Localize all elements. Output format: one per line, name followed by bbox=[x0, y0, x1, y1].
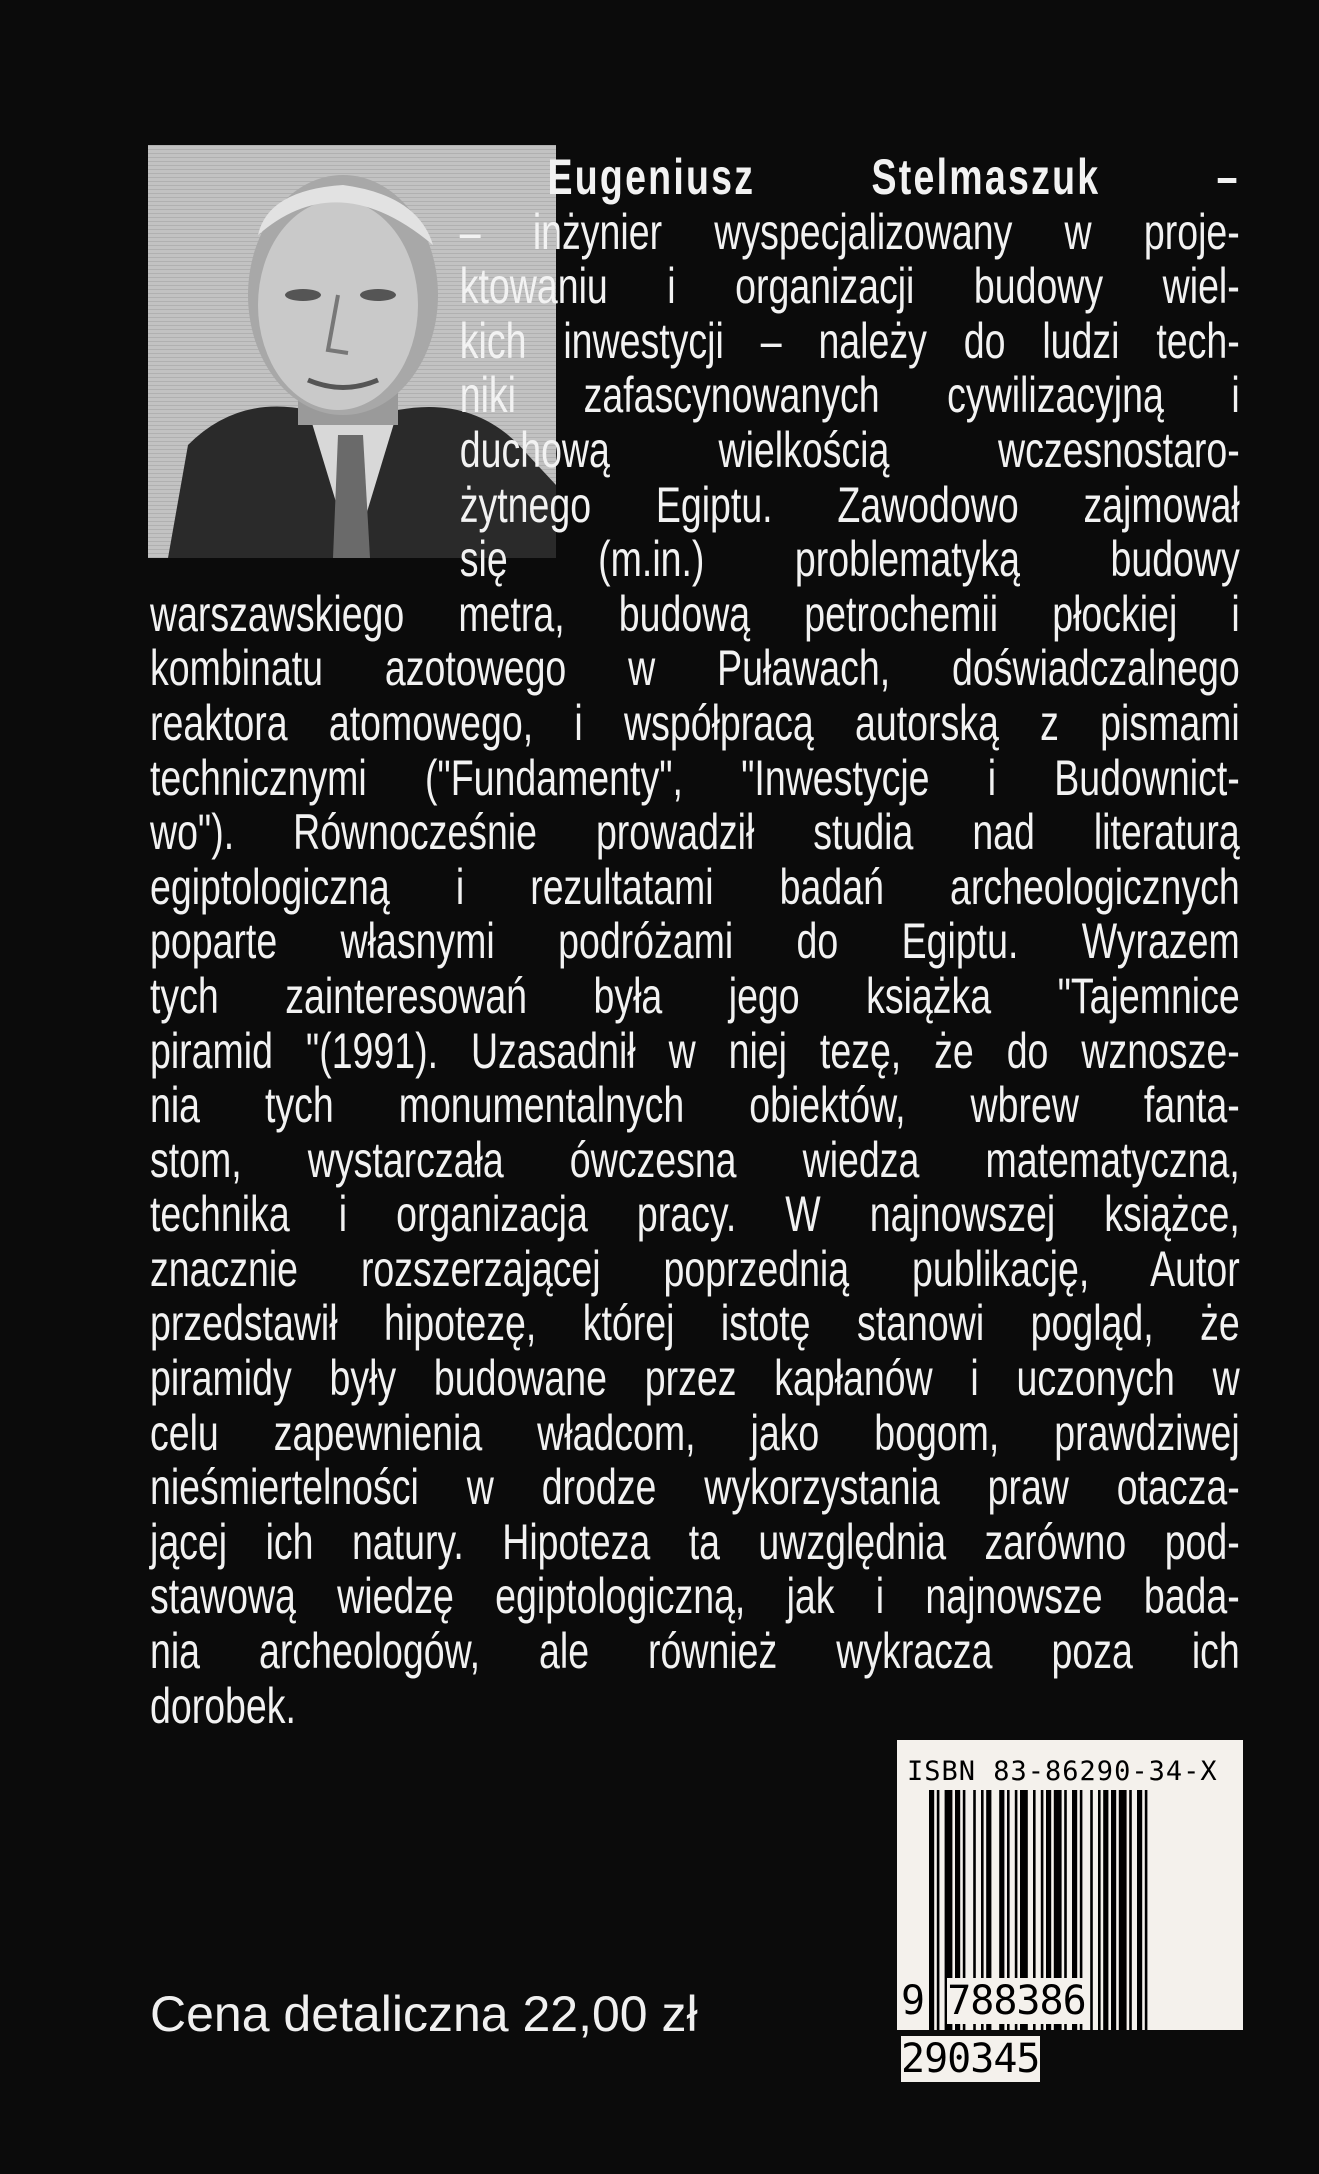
bio-line: nieśmiertelności w drodze wykorzystania praw otacza- bbox=[150, 1459, 1240, 1516]
bio-line: wo"). Równocześnie prowadził studia nad literaturą bbox=[150, 804, 1240, 861]
bio-line: duchową wielkością wczesnostaro- bbox=[459, 421, 1240, 478]
bio-line: technika i organizacja pracy. W najnowszej książce, bbox=[150, 1186, 1240, 1243]
bio-line: piramidy były budowane przez kapłanów i uczonych w bbox=[150, 1350, 1240, 1407]
bio-line: się (m.in.) problematyką budowy bbox=[459, 531, 1240, 588]
bio-line: warszawskiego metra, budową petrochemii płockiej i bbox=[150, 585, 1240, 642]
bio-line: jącej ich natury. Hipoteza ta uwzględnia zarówno pod- bbox=[150, 1513, 1240, 1570]
bio-line: – inżynier wyspecjalizowany w proje- bbox=[459, 203, 1240, 260]
ean-left-group: 788386 bbox=[947, 1978, 1086, 2024]
isbn-number: ISBN 83-86290-34-X bbox=[907, 1756, 1218, 1787]
author-name: Eugeniusz Stelmaszuk – bbox=[547, 149, 1240, 205]
bio-line: piramid "(1991). Uzasadnił w niej tezę, że do wznosze- bbox=[150, 1022, 1240, 1079]
bio-line: ktowaniu i organizacji budowy wiel- bbox=[459, 258, 1240, 315]
bio-line: stawową wiedzę egiptologiczną, jak i najnowsze bada- bbox=[150, 1568, 1240, 1625]
bio-line: nia tych monumentalnych obiektów, wbrew fanta- bbox=[150, 1077, 1240, 1134]
ean-right-group: 290345 bbox=[901, 2036, 1040, 2082]
bio-line: tych zainteresowań była jego książka "Tajemnice bbox=[150, 967, 1240, 1024]
bio-line: stom, wystarczała ówczesna wiedza matematyczna, bbox=[150, 1131, 1240, 1188]
bio-line: przedstawił hipotezę, której istotę stanowi pogląd, że bbox=[150, 1295, 1240, 1352]
isbn-barcode bbox=[897, 1740, 1243, 2082]
author-bio bbox=[150, 150, 1240, 1733]
bio-line: technicznymi ("Fundamenty", "Inwestycje i Budownict- bbox=[150, 749, 1240, 806]
bio-line: egiptologiczną i rezultatami badań archeologicznych bbox=[150, 858, 1240, 915]
bio-text bbox=[150, 205, 1240, 1734]
bio-line: celu zapewnienia władcom, jako bogom, prawdziwej bbox=[150, 1404, 1240, 1461]
bio-line: kich inwestycji – należy do ludzi tech- bbox=[459, 312, 1240, 369]
bio-line: kombinatu azotowego w Puławach, doświadczalnego bbox=[150, 640, 1240, 697]
bio-line: niki zafascynowanych cywilizacyjną i bbox=[459, 367, 1240, 424]
bio-line: poparte własnymi podróżami do Egiptu. Wyrazem bbox=[150, 913, 1240, 970]
bio-line: znacznie rozszerzającej poprzednią publikację, Autor bbox=[150, 1240, 1240, 1297]
ean-first-digit: 9 bbox=[901, 1978, 925, 2024]
bio-line: nia archeologów, ale również wykracza poza ich bbox=[150, 1623, 1240, 1680]
ean-digits bbox=[901, 1972, 1243, 2088]
bio-line: żytnego Egiptu. Zawodowo zajmował bbox=[459, 476, 1240, 533]
bio-line: reaktora atomowego, i współpracą autorską z pismami bbox=[150, 694, 1240, 751]
retail-price: Cena detaliczna 22,00 zł bbox=[150, 1986, 698, 2042]
bio-line: dorobek. bbox=[150, 1677, 296, 1734]
